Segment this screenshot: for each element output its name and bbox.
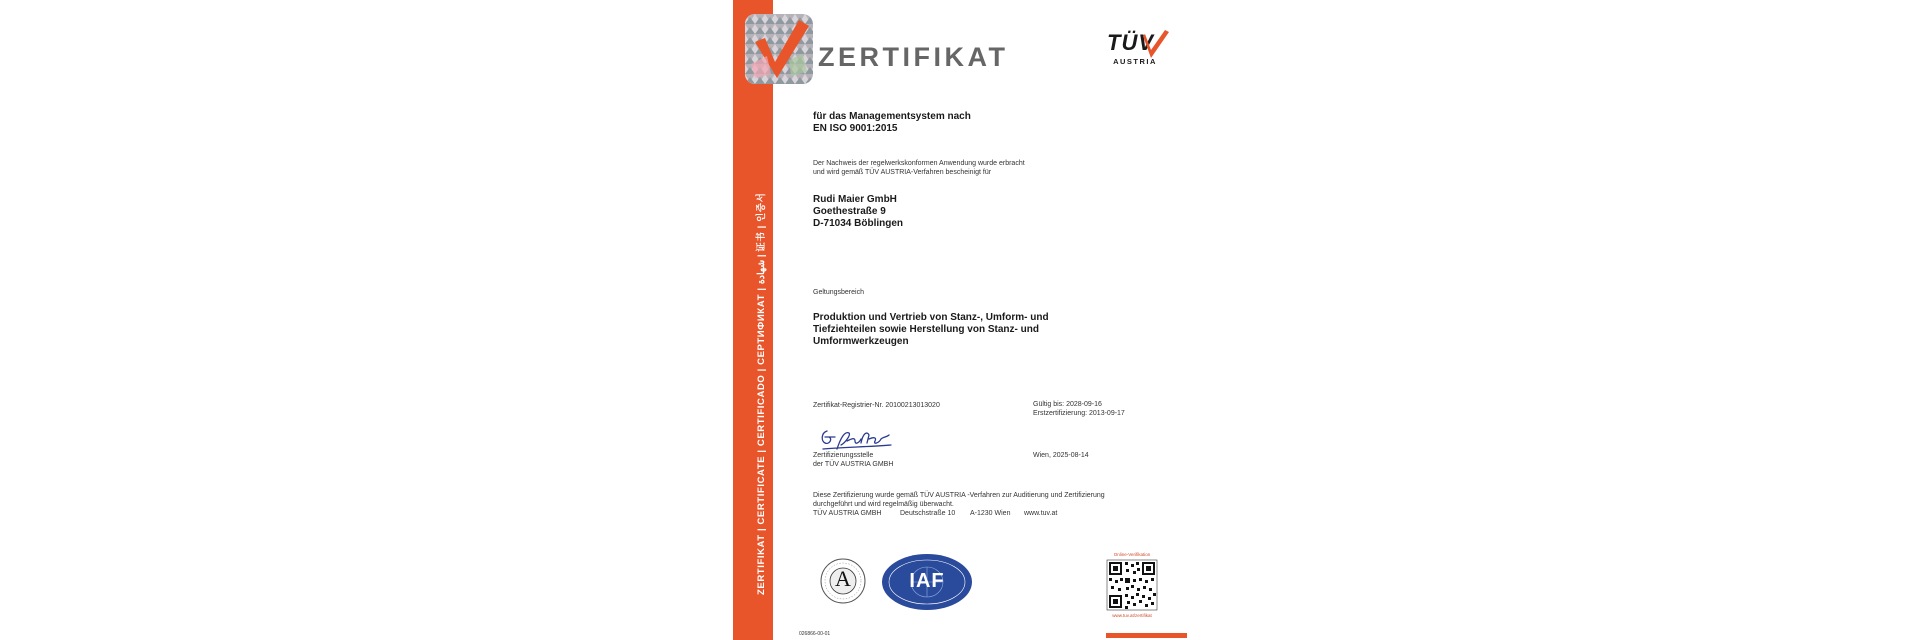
qr-verification-block: [1106, 552, 1158, 622]
accreditation-seal-icon: [819, 552, 867, 610]
bottom-orange-bar: [1106, 633, 1187, 638]
cert-body-line1: Zertifizierungsstelle: [813, 452, 874, 459]
side-stripe-text: ZERTIFIKAT | CERTIFICATE | CERTIFICADO | СЕРТИФИКАТ | شهادة | 证书 | 인증서: [756, 192, 767, 595]
scope-line1: Produktion und Vertrieb von Stanz-, Umform- und: [813, 312, 1049, 323]
tuv-austria-subtitle: AUSTRIA: [1113, 57, 1157, 66]
footer-line2: durchgeführt und wird regelmäßig überwacht.: [813, 501, 954, 508]
qr-top-label: Online-Verifikation: [1113, 552, 1151, 557]
proof-line2: und wird gemäß TÜV AUSTRIA-Verfahren bescheinigt für: [813, 169, 992, 176]
iaf-logo-icon: [881, 553, 973, 611]
scope-line3: Umformwerkzeugen: [813, 336, 909, 347]
tuv-wordmark: TÜV: [1107, 30, 1154, 55]
footer-address: Deutschstraße 10: [900, 510, 956, 517]
cert-body-line2: der TÜV AUSTRIA GMBH: [813, 461, 894, 468]
scope-line2: Tiefziehteilen sowie Herstellung von Stanz- und: [813, 324, 1039, 335]
seal-letter: A: [835, 566, 851, 591]
qr-code-icon: [1106, 559, 1158, 611]
place-date: Wien, 2025-08-14: [1033, 452, 1089, 459]
standard-name: EN ISO 9001:2015: [813, 123, 898, 134]
footer-website: www.tuv.at: [1024, 510, 1058, 517]
valid-until: Gültig bis: 2028-09-16: [1033, 401, 1102, 408]
registry-number: Zertifikat-Registrier-Nr. 20100213013020: [813, 402, 940, 409]
company-city: D-71034 Böblingen: [813, 218, 904, 229]
first-certification: Erstzertifizierung: 2013-09-17: [1033, 410, 1125, 417]
iaf-letters: IAF: [909, 570, 945, 592]
footer-line1: Diese Zertifizierung wurde gemäß TÜV AUSTRIA -Verfahren zur Auditierung und Zertifizierung: [813, 492, 1105, 499]
proof-line1: Der Nachweis der regelwerkskonformen Anwendung wurde erbracht: [813, 160, 1025, 167]
footer-postcode: A-1230 Wien: [970, 510, 1011, 517]
certificate-page: [733, 0, 1187, 640]
tuv-check-logo-icon: [745, 14, 813, 84]
scope-label: Geltungsbereich: [813, 289, 864, 296]
scope-intro-line1: für das Managementsystem nach: [813, 111, 971, 122]
company-name: Rudi Maier GmbH: [813, 194, 897, 205]
company-street: Goethestraße 9: [813, 206, 886, 217]
certificate-title: ZERTIFIKAT: [818, 42, 1009, 72]
document-code: 026866-00-01: [799, 631, 831, 637]
qr-bottom-label: www.tuv.at/zertifikat: [1112, 613, 1152, 618]
footer-company: TÜV AUSTRIA GMBH: [813, 510, 882, 517]
orange-side-stripe: [733, 0, 773, 640]
